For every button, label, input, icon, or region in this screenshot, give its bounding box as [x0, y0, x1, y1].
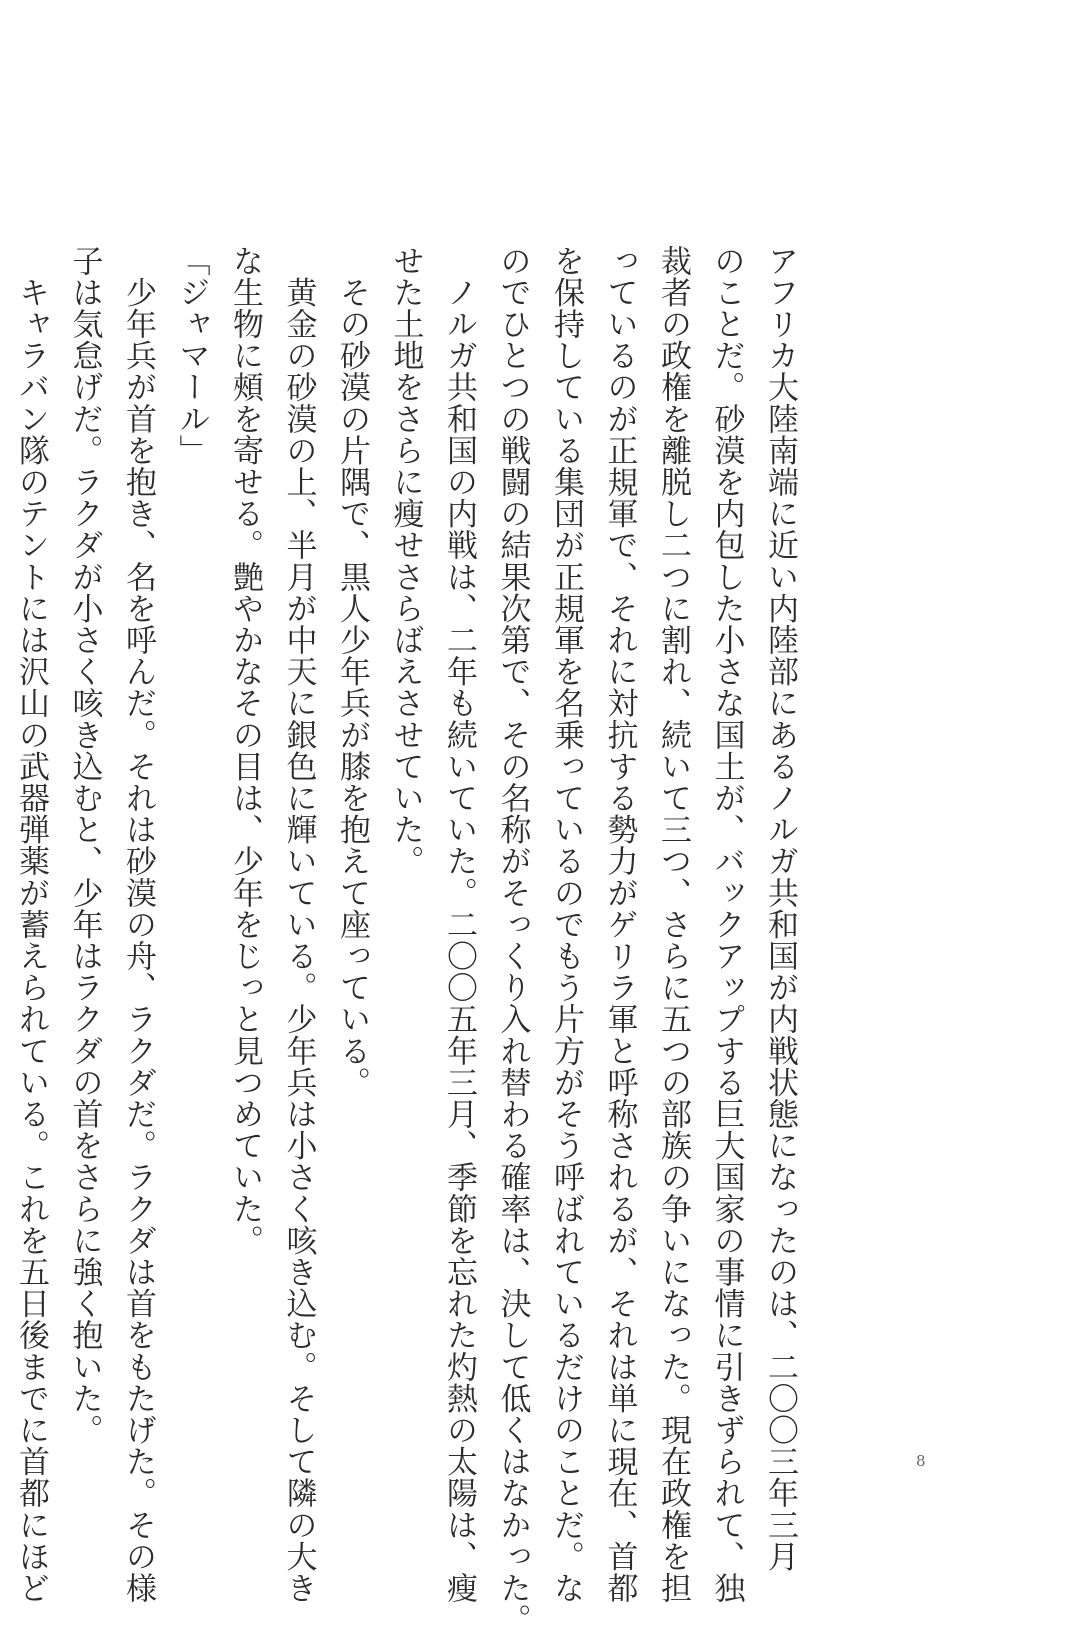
text-line: を保持している集団が正規軍を名乗っているのでもう片方がそう呼ばれているだけのことだ。な — [548, 245, 584, 1604]
text-line: 「ジャマール」 — [173, 245, 210, 467]
text-line: 子は気怠げだ。ラクダが小さく咳き込むと、少年はラクダの首をさらに強く抱いた。 — [66, 245, 103, 1446]
text-line: せた土地をさらに瘦せさらばえさせていた。 — [387, 245, 424, 877]
text-line: ノルガ共和国の内戦は、二年も続いていた。二〇〇五年三月、季節を忘れた灼熱の太陽は、瘦 — [441, 245, 477, 1604]
text-line: アフリカ大陸南端に近い内陸部にあるノルガ共和国が内戦状態になったのは、二〇〇三年三月 — [762, 245, 798, 1573]
body-text — [0, 245, 806, 1635]
text-line: 黄金の砂漠の上、半月が中天に銀色に輝いている。少年兵は小さく咳き込む。そして隣の大き — [280, 245, 317, 1604]
text-line: のでひとつの戦闘の結果次第で、その名称がそっくり入れ替わる確率は、決して低くはなかった。 — [494, 245, 531, 1635]
text-line: 裁者の政権を離脱し二つに割れ、続いて三つ、さらに五つの部族の争いになった。現在政権を担 — [655, 245, 691, 1604]
text-line: な生物に頰を寄せる。艶やかなその目は、少年をじっと見つめていた。 — [227, 245, 263, 1257]
text-line: のことだ。砂漠を内包した小さな国土が、バックアップする巨大国家の事情に引きずられて、独 — [708, 245, 745, 1604]
text-line: 少年兵が首を抱き、名を呼んだ。それは砂漠の舟、ラクダだ。ラクダは首をもたげた。その様 — [120, 245, 156, 1604]
text-line: キャラバン隊のテントには沢山の武器弾薬が蓄えられている。これを五日後までに首都にほど — [13, 245, 49, 1604]
text-line — [0, 245, 4, 1395]
text-line: その砂漠の片隅で、黒人少年兵が膝を抱えて座っている。 — [334, 245, 370, 1099]
text-line: っているのが正規軍で、それに対抗する勢力がゲリラ軍と呼称されるが、それは単に現在、首都 — [601, 245, 638, 1604]
page-number: 8 — [916, 1452, 926, 1470]
